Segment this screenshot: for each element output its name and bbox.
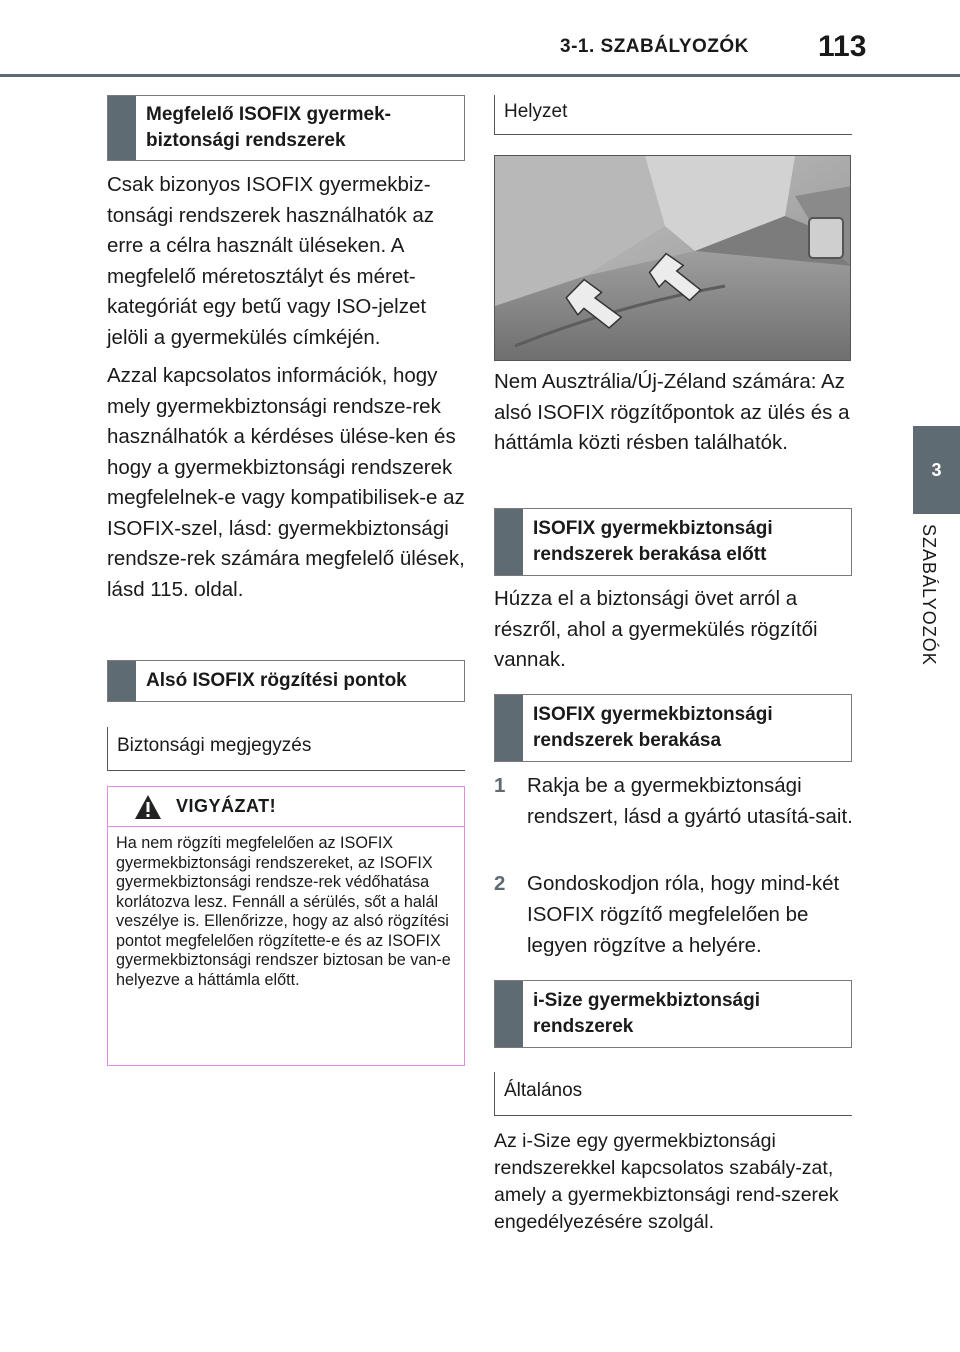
paragraph: Húzza el a biztonsági övet arról a részről, ahol a gyermekülés rögzítői vannak. [494,587,818,671]
heading-install [494,694,852,762]
subheading-position: Helyzet [494,95,852,135]
step-text: Rakja be a gyermekbiztonsági rendszert, lásd a gyártó utasítá-sait. [527,774,853,828]
warning-header [108,787,464,827]
chapter-label: SZABÁLYOZÓK [919,524,939,666]
header-rule [0,74,960,77]
section-title: 3-1. SZABÁLYOZÓK [560,36,749,57]
heading-text: ISOFIX gyermekbiztonsági rendszerek berakása előtt [533,518,773,565]
warning-title: VIGYÁZAT! [176,796,277,816]
list-item [494,770,854,832]
step-number: 2 [494,872,506,895]
heading-text: ISOFIX gyermekbiztonsági rendszerek berakása [533,704,773,751]
subheading-general: Általános [494,1072,852,1116]
left-text-block [107,170,469,613]
heading-lower-anchors [107,660,465,702]
heading-text: Alsó ISOFIX rögzítési pontok [146,670,407,691]
paragraph: Csak bizonyos ISOFIX gyermekbiz-tonsági rendszerek használhatók az erre a célra használt üléseken. A megfelelő méretosztályt és méret-kategóriát egy betű vagy ISO-jelzet jelöli a gyermekülés címkéjén. [107,173,435,349]
position-text [494,367,856,467]
before-install-text [494,584,856,684]
heading-isofix-systems [107,95,465,161]
chapter-tab [913,426,960,514]
list-item [494,868,854,961]
step-number: 1 [494,774,506,797]
heading-text: Megfelelő ISOFIX gyermek-biztonsági rendszerek [146,104,391,151]
paragraph: Az i-Size egy gyermekbiztonsági rendszerekkel kapcsolatos szabály-zat, amely a gyermekbiztonsági rend-szerek engedélyezésére szolgál. [494,1130,839,1233]
heading-isize [494,980,852,1048]
heading-before-install [494,508,852,576]
paragraph: Azzal kapcsolatos információk, hogy mely gyermekbiztonsági rendsze-rek használhatók a kérdéses ülése-ken és hogy a gyermekbiztonsági rendszerek megfelelnek-e vagy kompatibilisek-e az ISOFIX-szel, lásd: gyermekbiztonsági rendsze-rek számára megfelelő ülések, lásd 115. oldal. [107,364,465,601]
isofix-anchor-photo [494,155,851,361]
paragraph: Nem Ausztrália/Új-Zéland számára: Az alsó ISOFIX rögzítőpontok az ülés és a háttámla közti résben találhatók. [494,370,850,454]
step-text: Gondoskodjon róla, hogy mind-két ISOFIX rögzítő megfelelően be legyen rögzítve a helyére. [527,872,840,957]
chapter-number: 3 [931,459,942,480]
page-number: 113 [818,30,867,63]
seat-illustration [495,156,851,361]
heading-text: i-Size gyermekbiztonsági rendszerek [533,990,761,1037]
subheading-safety-note: Biztonsági megjegyzés [107,727,465,771]
warning-box [107,786,465,1066]
warning-triangle-icon [134,794,162,820]
warning-text: Ha nem rögzíti megfelelően az ISOFIX gyermekbiztonsági rendszereket, az ISOFIX gyermekbiztonsági rendsze-rek védőhatása korlátozva lesz. Fennáll a sérülés, sőt a halál veszélye is. Ellenőrizze, hogy az alsó rögzítési pontot megfelelően rögzítette-e és az ISOFIX gyermekbiztonsági rendszer biztosan be van-e helyezve a háttámla előtt. [116,834,451,989]
isize-text [494,1128,856,1244]
